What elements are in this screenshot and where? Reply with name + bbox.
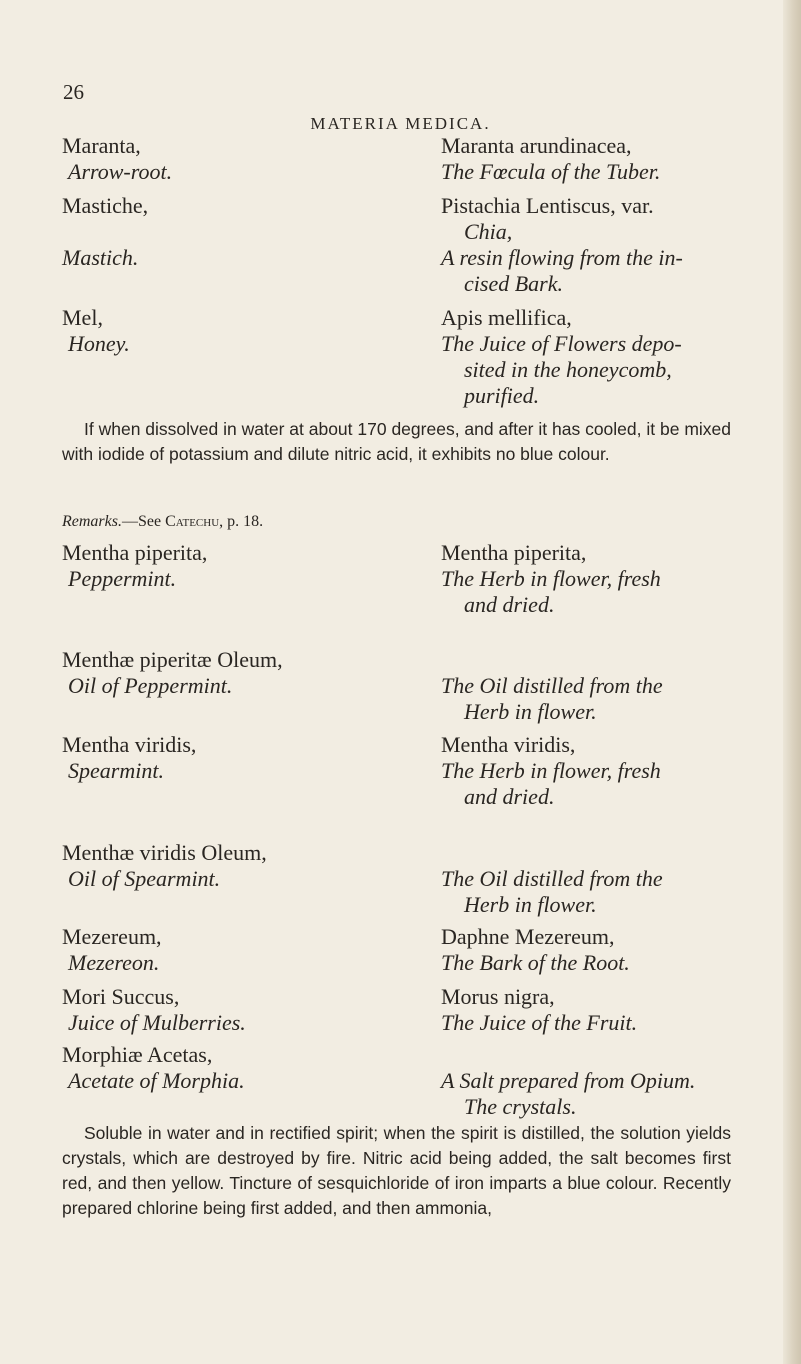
running-head: MATERIA MEDICA. [310,114,491,133]
entry-name: Menthæ viridis Oleum, [62,840,267,865]
entry-desc: The Oil distilled from the [441,866,663,891]
entry-desc: The Fœcula of the Tuber. [441,159,661,184]
entry-name: Mastiche, [62,193,149,218]
entry-english: Oil of Peppermint. [68,673,233,698]
entry-desc: The Oil distilled from the [441,673,663,698]
page-number: 26 [63,80,84,104]
paragraph-morphia-test: Soluble in water and in rectified spirit; when the spirit is distilled, the solution yields crystals, which are destroyed by fire. Nitric acid being added, the salt becomes first red, and then yellow. Tincture of sesquichloride of iron imparts a blue colour. Recently prepared chlorine being first added, and then ammonia, [62,1123,731,1218]
entry-desc: and dried. [464,592,555,617]
entry-desc: A Salt prepared from Opium. [441,1068,696,1093]
entry-source: Morus nigra, [441,984,555,1009]
entry-source-variety: Chia, [464,219,513,244]
entry-name: Mel, [62,305,103,330]
entry-name: Menthæ piperitæ Oleum, [62,647,283,672]
remarks-ref: Catechu [165,513,220,530]
entry-source: Mentha viridis, [441,732,576,757]
entry-english: Spearmint. [68,758,164,783]
remarks-text: —See [121,513,166,530]
entry-desc: sited in the honeycomb, [464,357,672,382]
entry-name: Morphiæ Acetas, [62,1042,213,1067]
remarks-page: , p. 18. [219,513,264,530]
remarks-label: Remarks. [62,513,122,530]
entry-source: Daphne Mezereum, [441,924,615,949]
entry-source: Apis mellifica, [441,305,572,330]
entry-desc: and dried. [464,784,555,809]
paragraph-honey-test: If when dissolved in water at about 170 degrees, and after it has cooled, it be mixed with iodide of potassium and dilute nitric acid, it exhibits no blue colour. [62,419,731,464]
remarks-line [62,513,263,531]
entry-desc: The crystals. [464,1094,577,1119]
entry-english: Mezereon. [68,950,160,975]
entry-name: Mori Succus, [62,984,180,1009]
entry-name: Mentha piperita, [62,540,208,565]
entry-desc: cised Bark. [464,271,563,296]
entry-english: Arrow-root. [68,159,173,184]
entry-english: Mastich. [62,245,139,270]
entry-name: Maranta, [62,133,141,158]
entry-desc: A resin flowing from the in- [441,245,683,270]
entry-source: Mentha piperita, [441,540,587,565]
entry-desc: The Herb in flower, fresh [441,566,661,591]
entry-english: Peppermint. [68,566,177,591]
entry-desc: Herb in flower. [464,699,597,724]
entry-desc: The Juice of Flowers depo- [441,331,682,356]
entry-source: Pistachia Lentiscus, var. [441,193,654,218]
entry-english: Juice of Mulberries. [68,1010,246,1035]
entry-source: Maranta arundinacea, [441,133,632,158]
entry-desc: The Herb in flower, fresh [441,758,661,783]
entry-name: Mezereum, [62,924,162,949]
entry-desc: The Bark of the Root. [441,950,630,975]
entry-desc: purified. [464,383,540,408]
entry-english: Oil of Spearmint. [68,866,221,891]
entry-name: Mentha viridis, [62,732,197,757]
entry-english: Acetate of Morphia. [68,1068,245,1093]
entry-english: Honey. [68,331,130,356]
entry-desc: The Juice of the Fruit. [441,1010,638,1035]
entry-desc: Herb in flower. [464,892,597,917]
